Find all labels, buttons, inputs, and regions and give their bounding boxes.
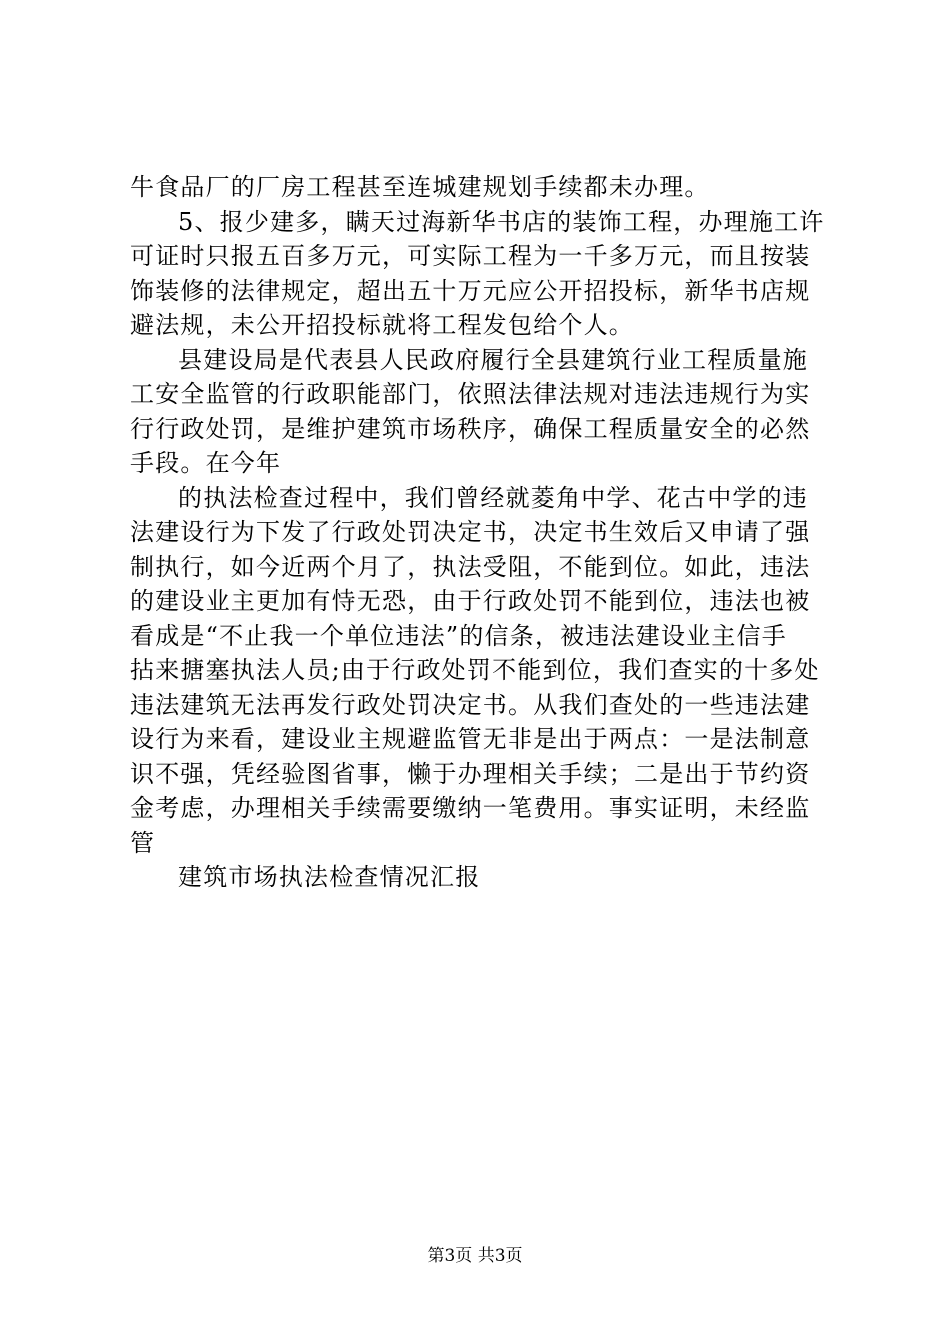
text-line: 法建设行为下发了行政处罚决定书，决定书生效后又申请了强 [130,518,811,546]
text-line: 拈来搪塞执法人员;由于行政处罚不能到位，我们查实的十多处 [130,656,820,684]
text-line: 行行政处罚，是维护建筑市场秩序，确保工程质量安全的必然 [130,414,811,443]
text-line: 的建设业主更加有恃无恐，由于行政处罚不能到位，违法也被 [130,587,811,615]
text-line: 手段。在今年 [130,449,282,477]
text-line: 5、报少建多，瞒天过海新华书店的装饰工程，办理施工许 [178,207,825,236]
text-line: 违法建筑无法再发行政处罚决定书。从我们查处的一些违法建 [130,690,811,719]
text-line: 管 [130,828,156,857]
text-line: 金考虑，办理相关手续需要缴纳一笔费用。事实证明，未经监 [130,794,811,822]
text-line: 饰装修的法律规定，超出五十万元应公开招投标，新华书店规 [130,276,811,305]
text-line: 县建设局是代表县人民政府履行全县建筑行业工程质量施 [178,345,808,374]
text-line: 工安全监管的行政职能部门，依照法律法规对违法违规行为实 [130,380,811,408]
text-line: 看成是“不止我一个单位违法”的信条，被违法建设业主信手 [130,621,787,650]
text-line: 避法规，未公开招投标就将工程发包给个人。 [130,311,634,339]
text-line: 牛食品厂的厂房工程甚至连城建规划手续都未办理。 [130,173,710,201]
document-title-line: 建筑市场执法检查情况汇报 [178,863,481,891]
text-line: 制执行，如今近两个月了，执法受阻，不能到位。如此，违法 [130,552,811,581]
text-line: 识不强，凭经验图省事，懒于办理相关手续；二是出于节约资 [130,759,811,788]
page-number-footer: 第3页 共3页 [427,1246,523,1266]
text-line: 可证时只报五百多万元，可实际工程为一千多万元，而且按装 [130,242,811,270]
text-line: 设行为来看，建设业主规避监管无非是出于两点：一是法制意 [130,725,811,753]
text-line: 的执法检查过程中，我们曾经就菱角中学、花古中学的违 [178,483,808,512]
document-body [130,170,830,895]
